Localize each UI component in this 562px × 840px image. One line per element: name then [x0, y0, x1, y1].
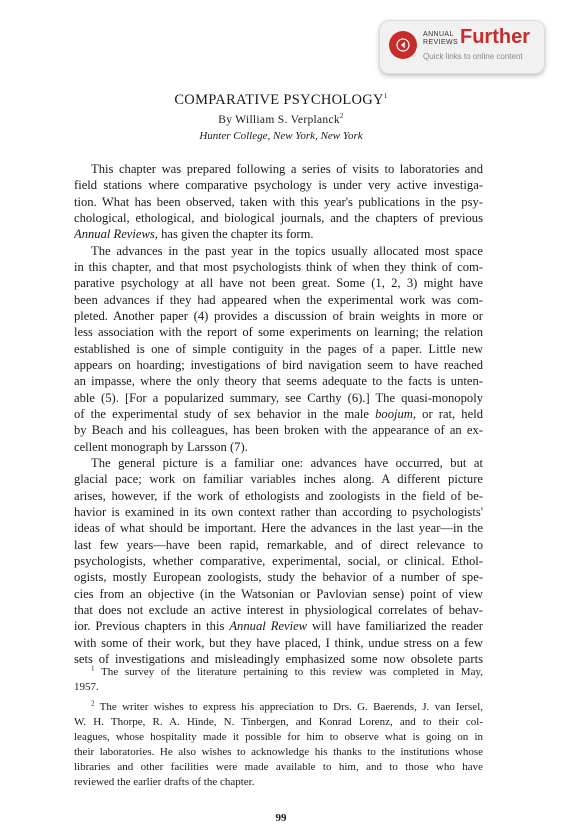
body-line: ideas of what should be important. Here the advances in the last year—in the	[74, 521, 483, 536]
body-line: The general picture is a familiar one: advances have occurred, but at	[91, 455, 483, 470]
body-line: in this chapter, and that most psychologists think of when they think of com-	[74, 259, 483, 274]
author-affiliation: Hunter College, New York, New York	[199, 130, 363, 142]
body-line: sets of investigations and misleadingly emphasized some now obsolete parts	[74, 651, 483, 666]
body-line: ior. Previous chapters in this Annual Review will have familiarized the reader	[74, 619, 483, 634]
footnote-mark: 2	[91, 700, 95, 708]
footnote-mark: 2	[339, 112, 344, 121]
body-line: of the experimental study of sex behavior in the male boojum, or rat, held	[74, 406, 483, 421]
body-line: psychologists, whether comparative, experimental, social, or clinical. Ethol-	[74, 553, 483, 568]
body-line: last few years—have been rapid, remarkable, and of direct relevance to	[74, 537, 483, 552]
body-line: with some of their work, but they have placed, I think, undue stress on a few	[74, 635, 483, 650]
play-arrow-icon	[389, 31, 417, 59]
article-title: COMPARATIVE PSYCHOLOGY$^1$	[174, 92, 388, 108]
body-line: been advances if they had appeared when the experimental work was com-	[74, 292, 483, 307]
body-line: tion. What has been observed, taken with this year's publications in the psy-	[74, 194, 483, 209]
body-line: This chapter was prepared following a series of visits to laboratories and	[91, 162, 483, 176]
author-byline: By William S. Verplanck$^2$	[218, 112, 344, 126]
footnote-line: leagues, whose hospitality made it possible for him to observe what is going on in	[74, 731, 483, 743]
page-number: 99	[275, 812, 287, 824]
annual-reviews-further-badge[interactable]	[379, 20, 545, 74]
badge-brand: ANNUAL REVIEWS	[423, 31, 459, 46]
footnote-line: $^2$ The writer wishes to express his appreciation to Drs. G. Baerends, J. van Iersel,	[91, 700, 483, 713]
footnote-mark: 1	[383, 92, 388, 101]
footnote-line: reviewed the earlier drafts of the chapter.	[74, 776, 255, 788]
body-line: cies from an objective (in the Watsonian or Pavlovian sense) point of view	[74, 586, 483, 601]
badge-tagline: Quick links to online content	[423, 52, 523, 61]
body-line: glacial pace; work on familiar variables inches along. A different picture	[74, 472, 483, 487]
footnote-line: libraries and other facilities were made available to him, and to those who have	[74, 761, 483, 773]
body-line: established is one of simple contiguity in the pages of a paper. Little new	[74, 341, 483, 356]
badge-further-label: Further	[460, 26, 530, 48]
body-line: The advances in the past year in the topics usually allocated most space	[91, 243, 483, 258]
body-line: less association with the report of some experiments on learning; the relation	[74, 325, 483, 340]
footnote-line: 1957.	[74, 681, 99, 693]
body-line: cellent monograph by Larsson (7).	[74, 439, 248, 454]
body-line: able (5). [For a popularized summary, see Carthy (6).] The quasi-monopoly	[74, 390, 483, 405]
body-line: pleted. Another paper (4) provides a discussion of brain weights in more or	[74, 308, 483, 323]
body-line: field stations where comparative psychology is under very active investiga-	[74, 178, 483, 193]
body-line: Annual Reviews, has given the chapter its form.	[74, 227, 314, 242]
footnote-line: W. H. Thorpe, R. A. Hinde, N. Tinbergen, and Konrad Lorenz, and to their col-	[74, 716, 483, 728]
body-line: havior is examined in its own context rather than according to psychologists'	[74, 504, 483, 519]
body-line: by Beach and his colleagues, has been broken with the appearance of an ex-	[74, 423, 483, 438]
body-line: arises, however, if the work of ethologists and zoologists in the field of be-	[74, 488, 483, 503]
body-line: that does not exclude an active interest in physiological correlates of behav-	[74, 602, 483, 617]
body-line: chological, ethological, and biological journals, and the chapters of previous	[74, 210, 483, 225]
body-line: parative psychology at all have not been great. Some (1, 2, 3) might have	[74, 276, 483, 291]
body-line: ogists, mostly European zoologists, study the behavior of a number of spe-	[74, 570, 483, 585]
footnote-mark: 1	[91, 665, 95, 673]
body-line: an impasse, where the only theory that seems adequate to the facts is unten-	[74, 374, 483, 389]
footnote-line: their laboratories. He also wishes to acknowledge his thanks to the institutions whose	[74, 746, 483, 758]
footnote-line: $^1$ The survey of the literature pertaining to this review was completed in May,	[91, 665, 483, 678]
body-line: appears on hoarding; investigations of bird navigation seem to have reached	[74, 357, 483, 372]
